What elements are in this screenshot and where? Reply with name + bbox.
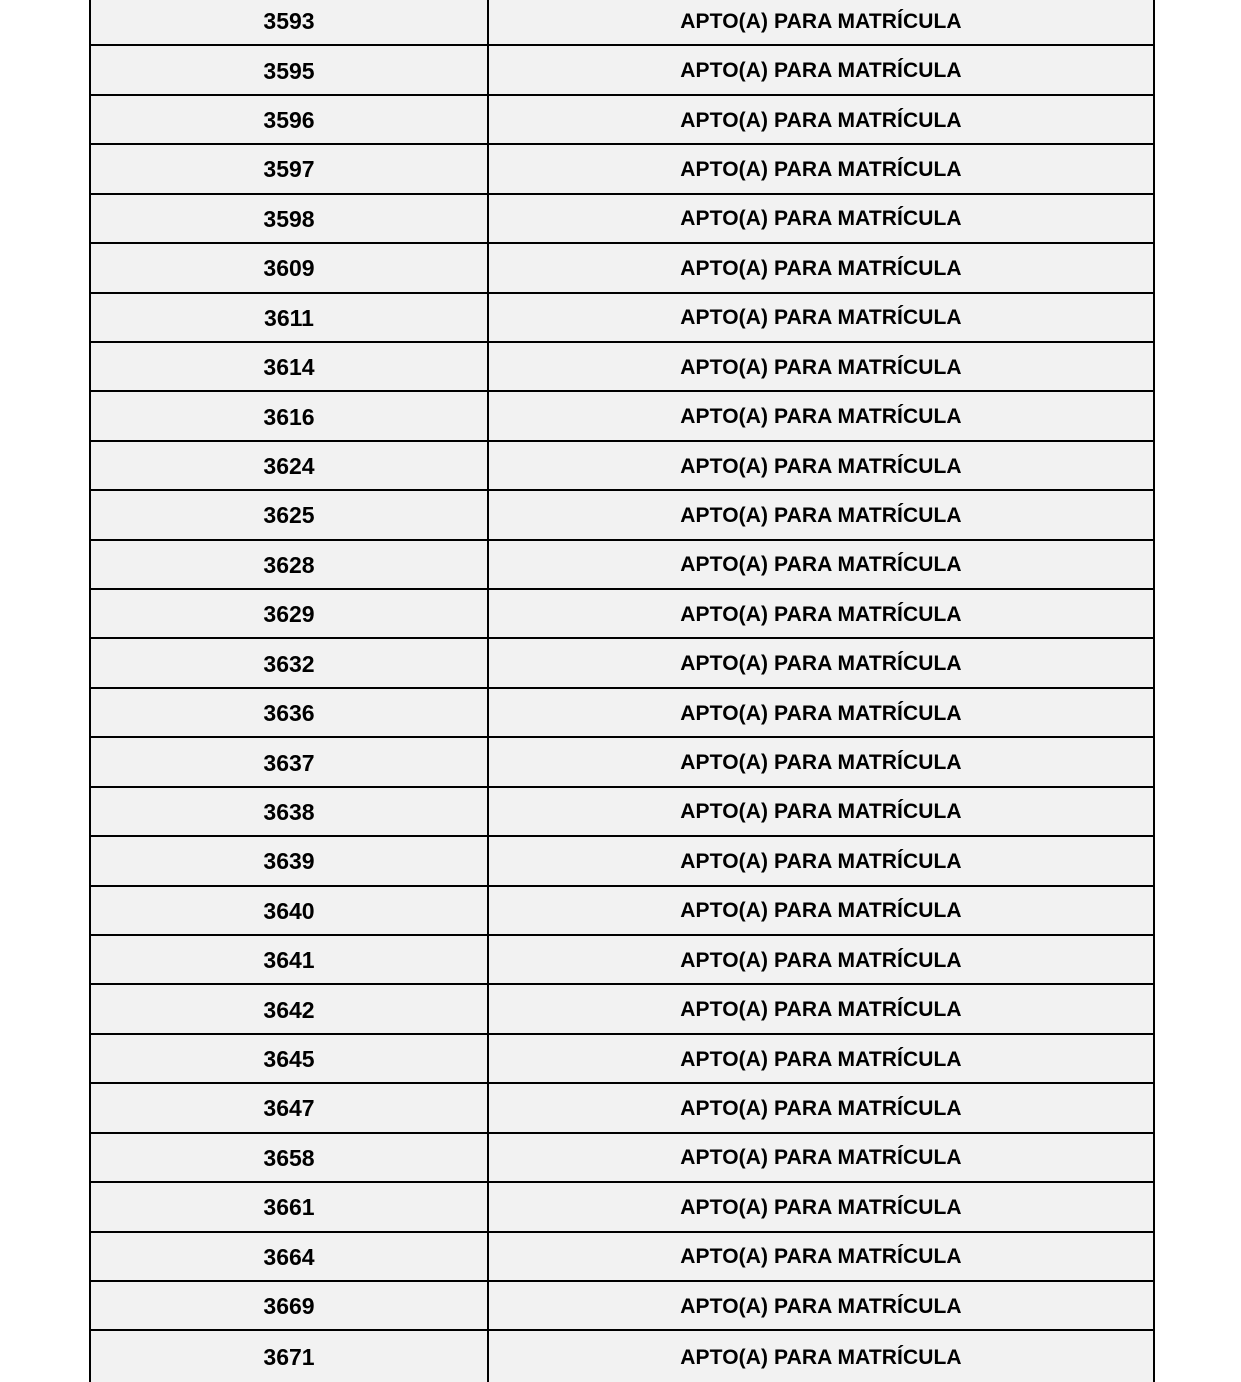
registration-number-cell: 3629 bbox=[91, 590, 489, 637]
table-row bbox=[91, 1282, 1153, 1331]
table-row bbox=[91, 343, 1153, 392]
status-cell: APTO(A) PARA MATRÍCULA bbox=[680, 602, 962, 626]
table-row bbox=[91, 1084, 1153, 1133]
status-cell: APTO(A) PARA MATRÍCULA bbox=[680, 553, 962, 577]
status-cell: APTO(A) PARA MATRÍCULA bbox=[680, 503, 962, 527]
table-row bbox=[91, 936, 1153, 985]
registration-number-cell: 3624 bbox=[91, 442, 489, 489]
status-cell: APTO(A) PARA MATRÍCULA bbox=[680, 157, 962, 181]
status-cell: APTO(A) PARA MATRÍCULA bbox=[680, 108, 962, 132]
status-cell: APTO(A) PARA MATRÍCULA bbox=[680, 1096, 962, 1120]
status-cell: APTO(A) PARA MATRÍCULA bbox=[680, 948, 962, 972]
registration-number-cell: 3638 bbox=[91, 788, 489, 835]
status-cell: APTO(A) PARA MATRÍCULA bbox=[680, 207, 962, 231]
status-cell: APTO(A) PARA MATRÍCULA bbox=[680, 59, 962, 83]
table-row bbox=[91, 985, 1153, 1034]
registration-number-cell: 3671 bbox=[91, 1331, 489, 1382]
registration-number-cell: 3632 bbox=[91, 639, 489, 686]
registration-number-cell: 3658 bbox=[91, 1134, 489, 1181]
registration-number-cell: 3625 bbox=[91, 491, 489, 538]
table-row bbox=[91, 46, 1153, 95]
table-row bbox=[91, 1331, 1153, 1382]
table-row bbox=[91, 590, 1153, 639]
registration-number-cell: 3596 bbox=[91, 96, 489, 143]
status-cell: APTO(A) PARA MATRÍCULA bbox=[680, 899, 962, 923]
status-cell: APTO(A) PARA MATRÍCULA bbox=[680, 1245, 962, 1269]
table-row bbox=[91, 442, 1153, 491]
table-row bbox=[91, 491, 1153, 540]
status-cell: APTO(A) PARA MATRÍCULA bbox=[680, 998, 962, 1022]
registration-number-cell: 3640 bbox=[91, 887, 489, 934]
status-cell: APTO(A) PARA MATRÍCULA bbox=[680, 405, 962, 429]
table-row bbox=[91, 0, 1153, 46]
table-row bbox=[91, 195, 1153, 244]
registration-number-cell: 3647 bbox=[91, 1084, 489, 1131]
status-cell: APTO(A) PARA MATRÍCULA bbox=[680, 454, 962, 478]
status-cell: APTO(A) PARA MATRÍCULA bbox=[680, 256, 962, 280]
status-cell: APTO(A) PARA MATRÍCULA bbox=[680, 652, 962, 676]
registration-number-cell: 3616 bbox=[91, 392, 489, 439]
status-cell: APTO(A) PARA MATRÍCULA bbox=[680, 9, 962, 33]
registration-number-cell: 3639 bbox=[91, 837, 489, 884]
registration-number-cell: 3645 bbox=[91, 1035, 489, 1082]
table-row bbox=[91, 145, 1153, 194]
status-cell: APTO(A) PARA MATRÍCULA bbox=[680, 701, 962, 725]
status-cell: APTO(A) PARA MATRÍCULA bbox=[680, 800, 962, 824]
registration-number-cell: 3669 bbox=[91, 1282, 489, 1329]
registration-number-cell: 3642 bbox=[91, 985, 489, 1032]
table-row bbox=[91, 1183, 1153, 1232]
registration-number-cell: 3611 bbox=[91, 294, 489, 341]
status-cell: APTO(A) PARA MATRÍCULA bbox=[680, 1146, 962, 1170]
table-row bbox=[91, 392, 1153, 441]
table-row bbox=[91, 1035, 1153, 1084]
registration-number-cell: 3628 bbox=[91, 541, 489, 588]
registration-number-cell: 3641 bbox=[91, 936, 489, 983]
table-row bbox=[91, 541, 1153, 590]
registration-number-cell: 3636 bbox=[91, 689, 489, 736]
table-row bbox=[91, 738, 1153, 787]
results-table bbox=[89, 0, 1155, 1382]
status-cell: APTO(A) PARA MATRÍCULA bbox=[680, 1047, 962, 1071]
status-cell: APTO(A) PARA MATRÍCULA bbox=[680, 1294, 962, 1318]
status-cell: APTO(A) PARA MATRÍCULA bbox=[680, 751, 962, 775]
table-row bbox=[91, 96, 1153, 145]
table-row bbox=[91, 639, 1153, 688]
status-cell: APTO(A) PARA MATRÍCULA bbox=[680, 355, 962, 379]
table-row bbox=[91, 1233, 1153, 1282]
registration-number-cell: 3593 bbox=[91, 0, 489, 44]
registration-number-cell: 3597 bbox=[91, 145, 489, 192]
table-row bbox=[91, 1134, 1153, 1183]
registration-number-cell: 3595 bbox=[91, 46, 489, 93]
table-row bbox=[91, 244, 1153, 293]
table-row bbox=[91, 887, 1153, 936]
registration-number-cell: 3609 bbox=[91, 244, 489, 291]
table-row bbox=[91, 788, 1153, 837]
status-cell: APTO(A) PARA MATRÍCULA bbox=[680, 1345, 962, 1369]
status-cell: APTO(A) PARA MATRÍCULA bbox=[680, 306, 962, 330]
table-row bbox=[91, 689, 1153, 738]
table-row bbox=[91, 837, 1153, 886]
registration-number-cell: 3664 bbox=[91, 1233, 489, 1280]
status-cell: APTO(A) PARA MATRÍCULA bbox=[680, 849, 962, 873]
status-cell: APTO(A) PARA MATRÍCULA bbox=[680, 1195, 962, 1219]
registration-number-cell: 3637 bbox=[91, 738, 489, 785]
registration-number-cell: 3598 bbox=[91, 195, 489, 242]
table-row bbox=[91, 294, 1153, 343]
registration-number-cell: 3661 bbox=[91, 1183, 489, 1230]
registration-number-cell: 3614 bbox=[91, 343, 489, 390]
